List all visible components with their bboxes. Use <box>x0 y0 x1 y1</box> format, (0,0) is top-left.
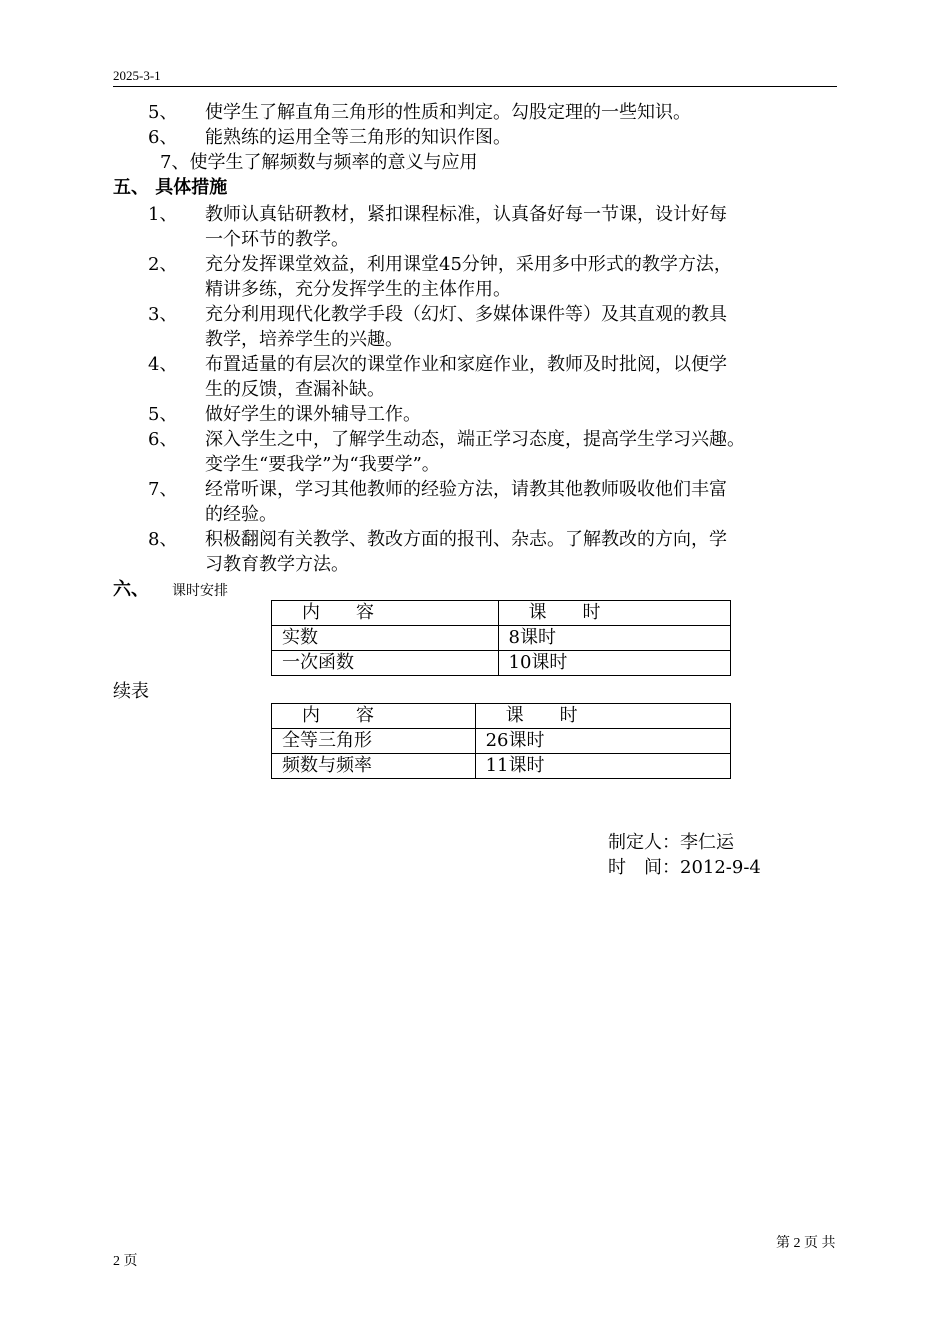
measure-4-line1: 布置适量的有层次的课堂作业和家庭作业，教师及时批阅，以便学 <box>205 354 727 375</box>
table-cell: 频数与频率 <box>272 754 476 779</box>
table-cell: 实数 <box>272 626 499 651</box>
page-number-right: 第 2 页 共 <box>776 1236 836 1251</box>
table-row <box>272 651 731 676</box>
table-cell: 11课时 <box>475 754 730 779</box>
schedule-table-2 <box>271 703 731 779</box>
section6-heading: 六、 <box>113 579 149 600</box>
table-cell: 10课时 <box>498 651 731 676</box>
measure-6-line1: 深入学生之中，了解学生动态，端正学习态度，提高学生学习兴趣。 <box>205 429 745 450</box>
objective-6-num: 6、 <box>148 127 178 148</box>
table-row <box>272 754 731 779</box>
table-row <box>272 729 731 754</box>
measure-2-line1: 充分发挥课堂效益，利用课堂45分钟，采用多中形式的教学方法， <box>205 254 732 275</box>
measure-3-line1: 充分利用现代化教学手段（幻灯、多媒体课件等）及其直观的教具 <box>205 304 727 325</box>
measure-1-line2: 一个环节的教学。 <box>205 229 349 250</box>
measure-3-line2: 教学，培养学生的兴趣。 <box>205 329 403 350</box>
page-number-left: 2 页 <box>113 1254 138 1269</box>
date-line: 时 间：2012-9-4 <box>608 857 761 878</box>
measure-1-line1: 教师认真钻研教材，紧扣课程标准，认真备好每一节课，设计好每 <box>205 204 727 225</box>
section6-subtitle: 课时安排 <box>172 583 228 599</box>
table-cell: 26课时 <box>475 729 730 754</box>
measure-5-line1: 做好学生的课外辅导工作。 <box>205 404 421 425</box>
measure-7-line2: 的经验。 <box>205 504 277 525</box>
continued-label: 续表 <box>113 681 149 702</box>
measure-2-line2: 精讲多练，充分发挥学生的主体作用。 <box>205 279 511 300</box>
table-cell: 全等三角形 <box>272 729 476 754</box>
table-cell: 一次函数 <box>272 651 499 676</box>
measure-4-num: 4、 <box>148 354 178 375</box>
section5-heading: 五、 具体措施 <box>113 177 228 198</box>
schedule-table-1 <box>271 600 731 676</box>
table-header-row <box>272 601 731 626</box>
measure-8-num: 8、 <box>148 529 178 550</box>
objective-5-text: 使学生了解直角三角形的性质和判定。勾股定理的一些知识。 <box>205 102 691 123</box>
objective-5-num: 5、 <box>148 102 178 123</box>
header-date: 2025-3-1 <box>113 68 161 83</box>
measure-2-num: 2、 <box>148 254 178 275</box>
measure-5-num: 5、 <box>148 404 178 425</box>
table-header-cell: 内 容 <box>272 704 476 729</box>
measure-3-num: 3、 <box>148 304 178 325</box>
measure-4-line2: 生的反馈，查漏补缺。 <box>205 379 385 400</box>
table-header-cell: 课 时 <box>498 601 731 626</box>
objective-7-text: 7、使学生了解频数与频率的意义与应用 <box>160 152 478 173</box>
measure-6-num: 6、 <box>148 429 178 450</box>
table-header-cell: 内 容 <box>272 601 499 626</box>
measure-1-num: 1、 <box>148 204 178 225</box>
objective-6-text: 能熟练的运用全等三角形的知识作图。 <box>205 127 511 148</box>
table-header-cell: 课 时 <box>475 704 730 729</box>
measure-8-line2: 习教育教学方法。 <box>205 554 349 575</box>
measure-7-num: 7、 <box>148 479 178 500</box>
measure-7-line1: 经常听课，学习其他教师的经验方法，请教其他教师吸收他们丰富 <box>205 479 727 500</box>
measure-8-line1: 积极翻阅有关教学、教改方面的报刊、杂志。了解教改的方向，学 <box>205 529 727 550</box>
header-rule <box>113 86 837 87</box>
measure-6-line2: 变学生“要我学”为“我要学”。 <box>205 454 440 475</box>
table-cell: 8课时 <box>498 626 731 651</box>
author-line: 制定人：李仁运 <box>608 832 734 853</box>
table-header-row <box>272 704 731 729</box>
table-row <box>272 626 731 651</box>
